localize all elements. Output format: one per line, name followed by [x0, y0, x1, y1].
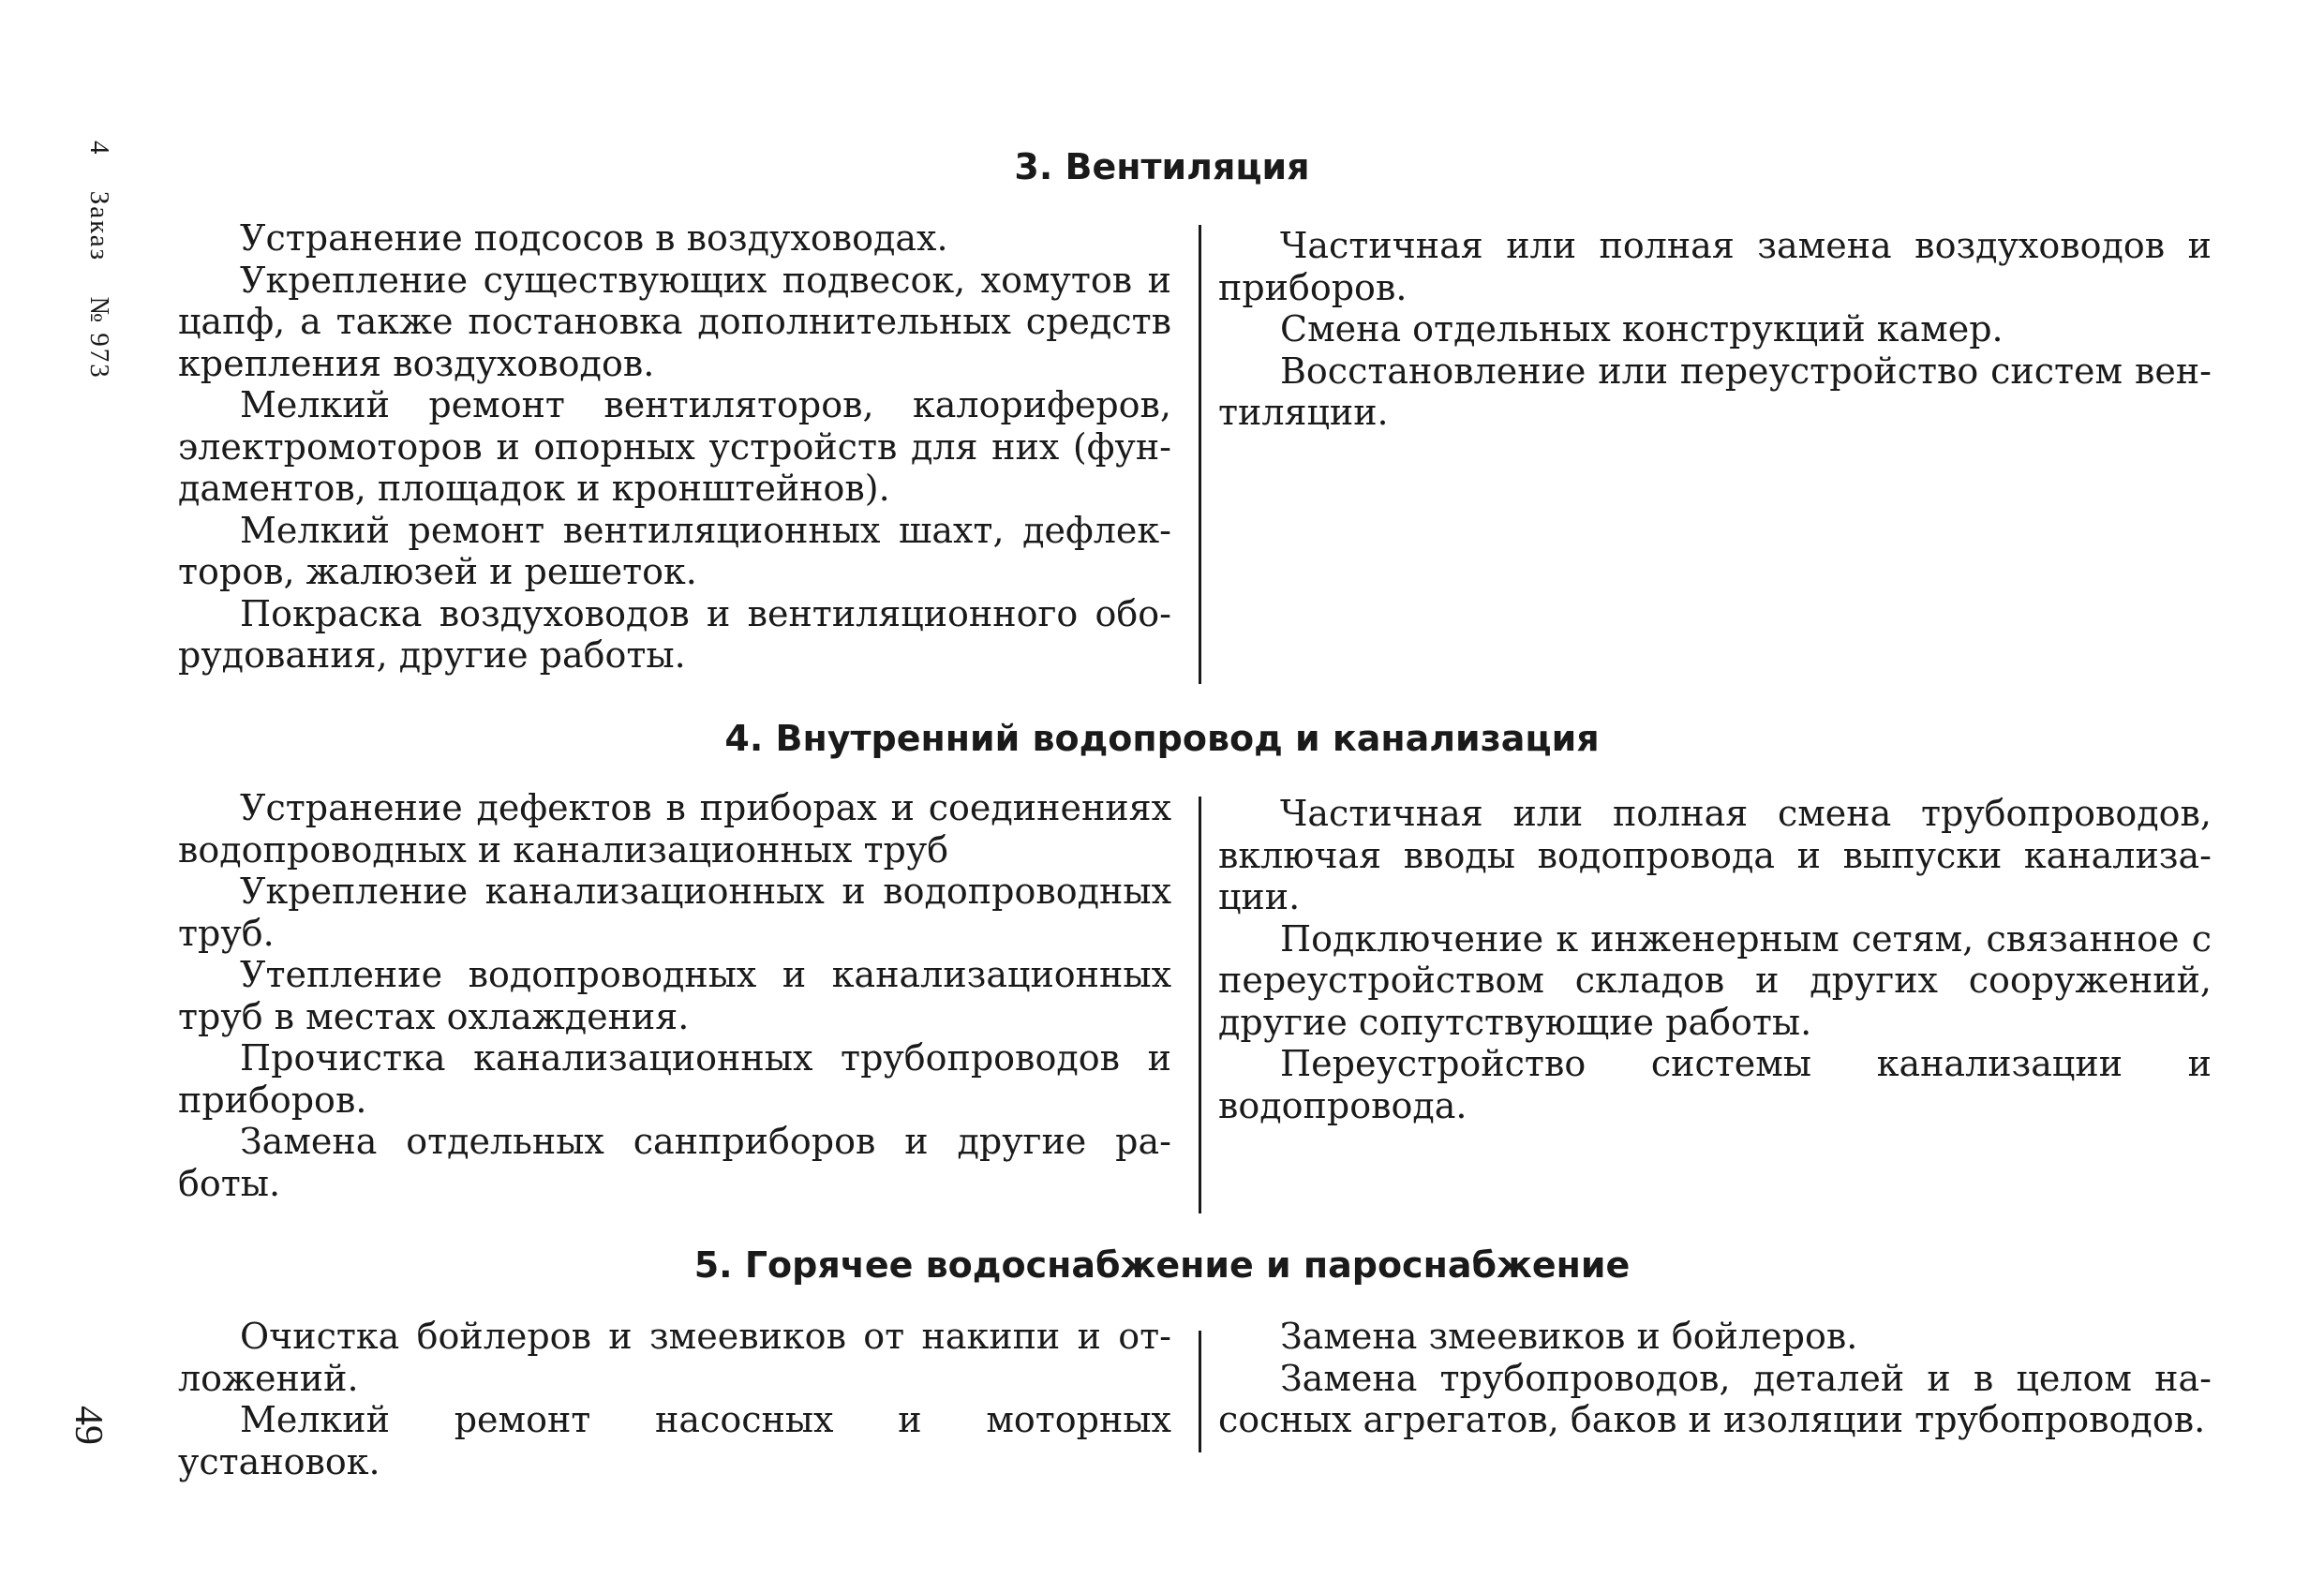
paragraph: Покраска воздуховодов и вентиляционного оборудования, другие работы.: [178, 592, 1171, 676]
paragraph: Укрепление существующих подвесок, хомутов и цапф, а также постановка дополнительных средств крепления воздуховодов.: [178, 259, 1171, 384]
paragraph: Укрепление канализационных и водопроводных труб.: [178, 871, 1171, 954]
paragraph: Устранение дефектов в приборах и соединениях водопроводных и канализационных труб: [178, 787, 1171, 871]
column-divider: [1199, 1331, 1201, 1452]
paragraph: Устранение подсосов в воздуховодах.: [240, 217, 948, 259]
page-number: 49: [67, 1406, 110, 1445]
paragraph: Замена отдельных санприборов и другие работы.: [178, 1121, 1171, 1204]
section-hot-water-current-repairs: [178, 1316, 1171, 1482]
paragraph: Замена змеевиков и бойлеров.: [1280, 1316, 1858, 1357]
section-title-water-sewerage: 4. Внутренний водопровод и канализация: [724, 718, 1600, 759]
section-water-capital-repairs: [1218, 793, 2212, 1126]
order-note-number: № 973: [84, 296, 114, 380]
section-hot-water-capital-repairs: [1218, 1316, 2212, 1441]
order-note-label: Заказ: [84, 190, 114, 262]
paragraph: Прочистка канализационных трубопроводов и приборов.: [178, 1037, 1171, 1121]
paragraph: Смена отдельных конструкций камер.: [1280, 308, 2004, 350]
paragraph: Подключение к инженерным сетям, связанное с переустройством складов и других сооружений, другие сопутствующие работы.: [1218, 917, 2212, 1043]
column-divider: [1199, 796, 1201, 1213]
section-title-ventilation: 3. Вентиляция: [1014, 146, 1310, 187]
section-ventilation-capital-repairs: [1218, 225, 2212, 434]
paragraph: Частичная или полная смена трубопроводов, включая вводы водопровода и выпуски канализации.: [1218, 793, 2212, 917]
section-water-current-repairs: [178, 787, 1171, 1204]
paragraph: Утепление водопроводных и канализационных труб в местах охлаждения.: [178, 954, 1171, 1037]
section-title-hot-water-steam: 5. Горячее водоснабжение и пароснабжение: [693, 1244, 1631, 1286]
paragraph: Мелкий ремонт насосных и моторных установок.: [178, 1399, 1171, 1482]
paragraph: Частичная или полная замена воздуховодов и приборов.: [1218, 225, 2212, 308]
paragraph: Замена трубопроводов, деталей и в целом насосных агрегатов, баков и изоляции трубопроводов.: [1218, 1357, 2212, 1440]
paragraph: Переустройство системы канализации и водопровода.: [1218, 1043, 2212, 1126]
column-divider: [1199, 225, 1201, 684]
paragraph: Восстановление или переустройство систем вентиляции.: [1218, 350, 2212, 433]
paragraph: Мелкий ремонт вентиляторов, калориферов, электромоторов и опорных устройств для них (фундаментов, площадок и кронштейнов).: [178, 384, 1171, 509]
paragraph: Мелкий ремонт вентиляционных шахт, дефлекторов, жалюзей и решеток.: [178, 509, 1171, 592]
section-ventilation-current-repairs: [178, 217, 1171, 677]
paragraph: Очистка бойлеров и змеевиков от накипи и отложений.: [178, 1316, 1171, 1399]
order-note-page: 4: [84, 141, 114, 156]
